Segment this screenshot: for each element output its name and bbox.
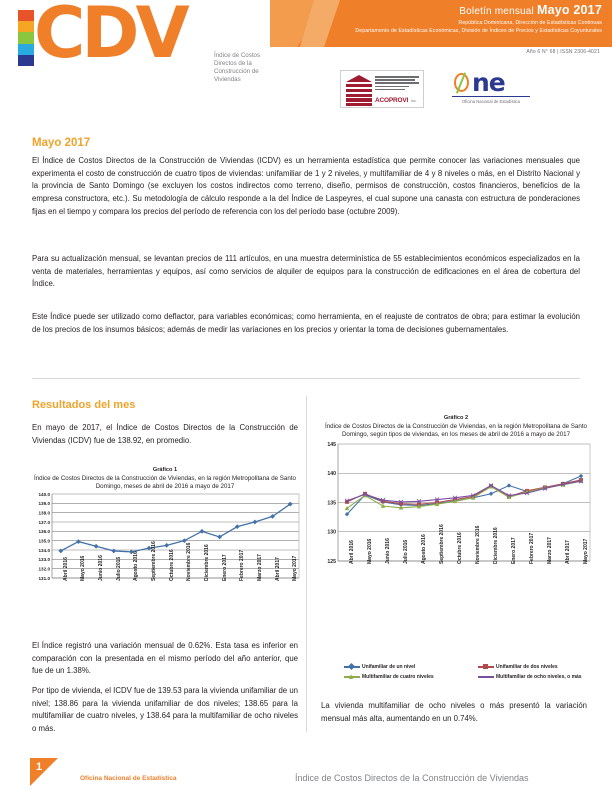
x-axis-label: Julio 2016 [403,540,409,565]
legend-item [460,674,594,680]
icdv-logo [18,0,261,84]
x-axis-label: Mayo 2017 [583,539,589,565]
chart1-plot-area [28,490,302,628]
chart2-title: Índice de Costos Directos de la Construcción de Viviendas, en la región Metropolitana de Santo Domingo, según tipos de viviendas, en los meses de abril de 2016 a mayo de 2017 [325,422,587,438]
chart-grafico-1 [28,467,302,635]
svg-text:136.0: 136.0 [38,529,50,535]
x-axis-label: Septiembre 2016 [439,524,445,565]
acoprovi-building-icon [346,75,372,105]
svg-text:132.0: 132.0 [38,566,50,572]
x-axis-label: Abril 2016 [62,557,69,582]
x-axis-label: Mayo 2016 [367,539,373,565]
x-axis-label: Enero 2017 [221,554,228,582]
legend-label: Unifamiliar de dos niveles [496,664,558,670]
svg-text:134.0: 134.0 [38,548,50,554]
legend-item [326,674,460,680]
footer-document-title: Índice de Costos Directos de la Construcción de Viviendas [295,773,529,783]
x-axis-label: Octubre 2016 [168,549,175,582]
x-axis-label: Octubre 2016 [457,532,463,565]
x-axis-label: Septiembre 2016 [151,541,158,582]
issn-line: Año 6 N° 68 | ISSN 2306-4021 [526,49,600,55]
svg-text:133.0: 133.0 [38,557,50,563]
svg-text:140.0: 140.0 [38,492,50,498]
legend-item [326,664,460,670]
x-axis-label: Abril 2017 [565,540,571,565]
legend-swatch-icon [344,666,360,667]
svg-text:135.0: 135.0 [38,538,50,544]
svg-text:125: 125 [327,559,336,564]
svg-text:140: 140 [327,471,336,478]
x-axis-label: Agosto 2016 [421,534,427,565]
x-axis-label: Enero 2017 [511,537,517,565]
x-axis-label: Mayo 2016 [80,556,87,582]
svg-text:131.0: 131.0 [38,576,50,581]
chart1-number: Gráfico 1 [152,467,178,473]
x-axis-label: Marzo 2017 [547,537,553,565]
x-axis-label: Noviembre 2016 [475,526,481,565]
chart1-caption [28,467,302,490]
x-axis-label: Junio 2016 [98,555,105,582]
column-divider [306,396,307,732]
x-axis-label: Mayo 2017 [292,556,299,582]
intro-paragraph-1: El Índice de Costos Directos de la Construcción de Viviendas (ICDV) es un herramienta estadística que permite conocer las variaciones mensuales que experimenta el costo de construcción de cuatro tipos de viviendas: unifamiliar de 1 y 2 niveles, y multifamiliar de 4 y 8 niveles o más, en el Distrito Nacional y la provincia de Santo Domingo (se excluyen los costos indirectos como terreno, diseño, permisos de construcción, costos financieros, beneficios de la empresa constructora, etc.). Su metodología de cálculo responde a la del Índice de Laspeyres, el cual supone una canasta con estructura de ponderaciones fijas en el tiempo y compara los precios del período de referencia con los del período base (octubre 2009). [32,156,580,216]
acoprovi-name-lines [375,76,421,92]
svg-text:145: 145 [327,442,336,449]
banner-month: Mayo 2017 [536,3,602,17]
section-divider [32,378,580,379]
x-axis-label: Agosto 2016 [133,551,140,582]
acoprovi-logo [340,70,424,108]
results-paragraph-3: Por tipo de vivienda, el ICDV fue de 139.53 para la vivienda unifamiliar de un nivel; 138.86 para la vivienda unifamiliar de dos niveles; 138.65 para la multifamiliar de cuatro niveles, y 138.64 para la multifamiliar de ocho niveles o más. [32,686,298,733]
x-axis-label: Febrero 2017 [529,533,535,565]
chart1-title: Índice de Costos Directos de la Construcción de Viviendas, en la región Metropolitana de Santo Domingo, meses de abril de 2016 a mayo de 2017 [34,474,296,490]
results-paragraph-2: El Índice registró una variación mensual de 0.62%. Esta tasa es inferior en comparación con la presentada en el mismo período del año anterior, que fue de un 1.38%. [32,641,298,676]
chart2-caption [318,415,594,438]
banner-institution: República Dominicana, Dirección de Estadísticas Continuas [458,19,602,26]
legend-label: Unifamiliar de un nivel [362,664,416,670]
logo-subtitle: Índice de Costos Directos de la Construcción de Viviendas [214,52,261,84]
banner-prefix: Boletín mensual [459,6,537,17]
results-paragraph-1: En mayo de 2017, el Índice de Costos Directos de la Construcción de Viviendas (ICDV) fue de 138.92, en promedio. [32,423,298,445]
x-axis-label: Abril 2017 [274,557,281,582]
x-axis-label: Noviembre 2016 [186,543,193,582]
footer-page-number: 1 [36,761,43,773]
results-paragraph-4: La vivienda multifamiliar de ocho niveles o más presentó la variación mensual más alta, aumentando en un 0.74%. [321,701,587,723]
banner-text-block [355,3,602,34]
section-title-resultados: Resultados del mes [32,399,136,411]
footer-triangle-icon [30,758,58,786]
logo-color-bars-icon [18,10,34,66]
svg-text:137.0: 137.0 [38,520,50,526]
x-axis-label: Diciembre 2016 [493,527,499,565]
chart2-legend [326,664,594,684]
intro-paragraph-3: Este Índice puede ser utilizado como deflactor, para variables económicas; como herramienta, en el reajuste de contratos de obra; para estimar la evolución de los precios de los insumos básicos; además de medir las variaciones en los precios y orientar la toma de decisiones gubernamentales. [32,312,580,334]
acoprovi-wordmark: ACOPROVI [375,97,409,104]
legend-swatch-icon [478,676,494,677]
svg-text:138.0: 138.0 [38,510,50,516]
x-axis-label: Junio 2016 [385,538,391,565]
chart-grafico-2 [318,415,594,693]
x-axis-label: Febrero 2017 [239,550,246,582]
x-axis-label: Julio 2016 [115,557,122,582]
intro-paragraph-2: Para su actualización mensual, se levantan precios de 111 artículos, en una muestra determinística de 55 establecimientos económicos especializados en la venta de materiales, herramientas y equipos, así como servicios de alquiler de equipos para la construcción de edificaciones en el área de cobertura del Índice. [32,254,580,289]
one-subtitle: Oficina Nacional de Estadística [452,96,530,104]
section-title-mayo: Mayo 2017 [32,137,91,149]
logo-wordmark: CDV [34,0,186,74]
page-header [0,0,612,122]
svg-text:139.0: 139.0 [38,501,50,507]
one-logo [452,70,530,106]
acoprovi-tagline: Inc. [411,99,417,103]
banner-title-line [355,3,602,17]
chart2-plot-area [318,438,594,625]
legend-label: Multifamiliar de ocho niveles, o más [496,674,582,680]
banner-department: Departamento de Estadísticas Económicas, División de Índices de Precios y Estadísticas Coyunturales [355,27,602,34]
x-axis-label: Diciembre 2016 [203,544,210,582]
one-letters: ne [472,68,505,97]
legend-label: Multifamiliar de cuatro niveles [362,674,434,680]
x-axis-label: Abril 2016 [349,540,355,565]
x-axis-label: Marzo 2017 [256,554,263,582]
legend-item [460,664,594,670]
svg-text:130: 130 [327,530,336,537]
legend-swatch-icon [478,666,494,667]
footer-office-name: Oficina Nacional de Estadística [80,775,177,782]
page-footer [0,755,612,792]
legend-swatch-icon [344,676,360,677]
svg-text:135: 135 [327,500,336,507]
chart2-number: Gráfico 2 [443,415,469,421]
